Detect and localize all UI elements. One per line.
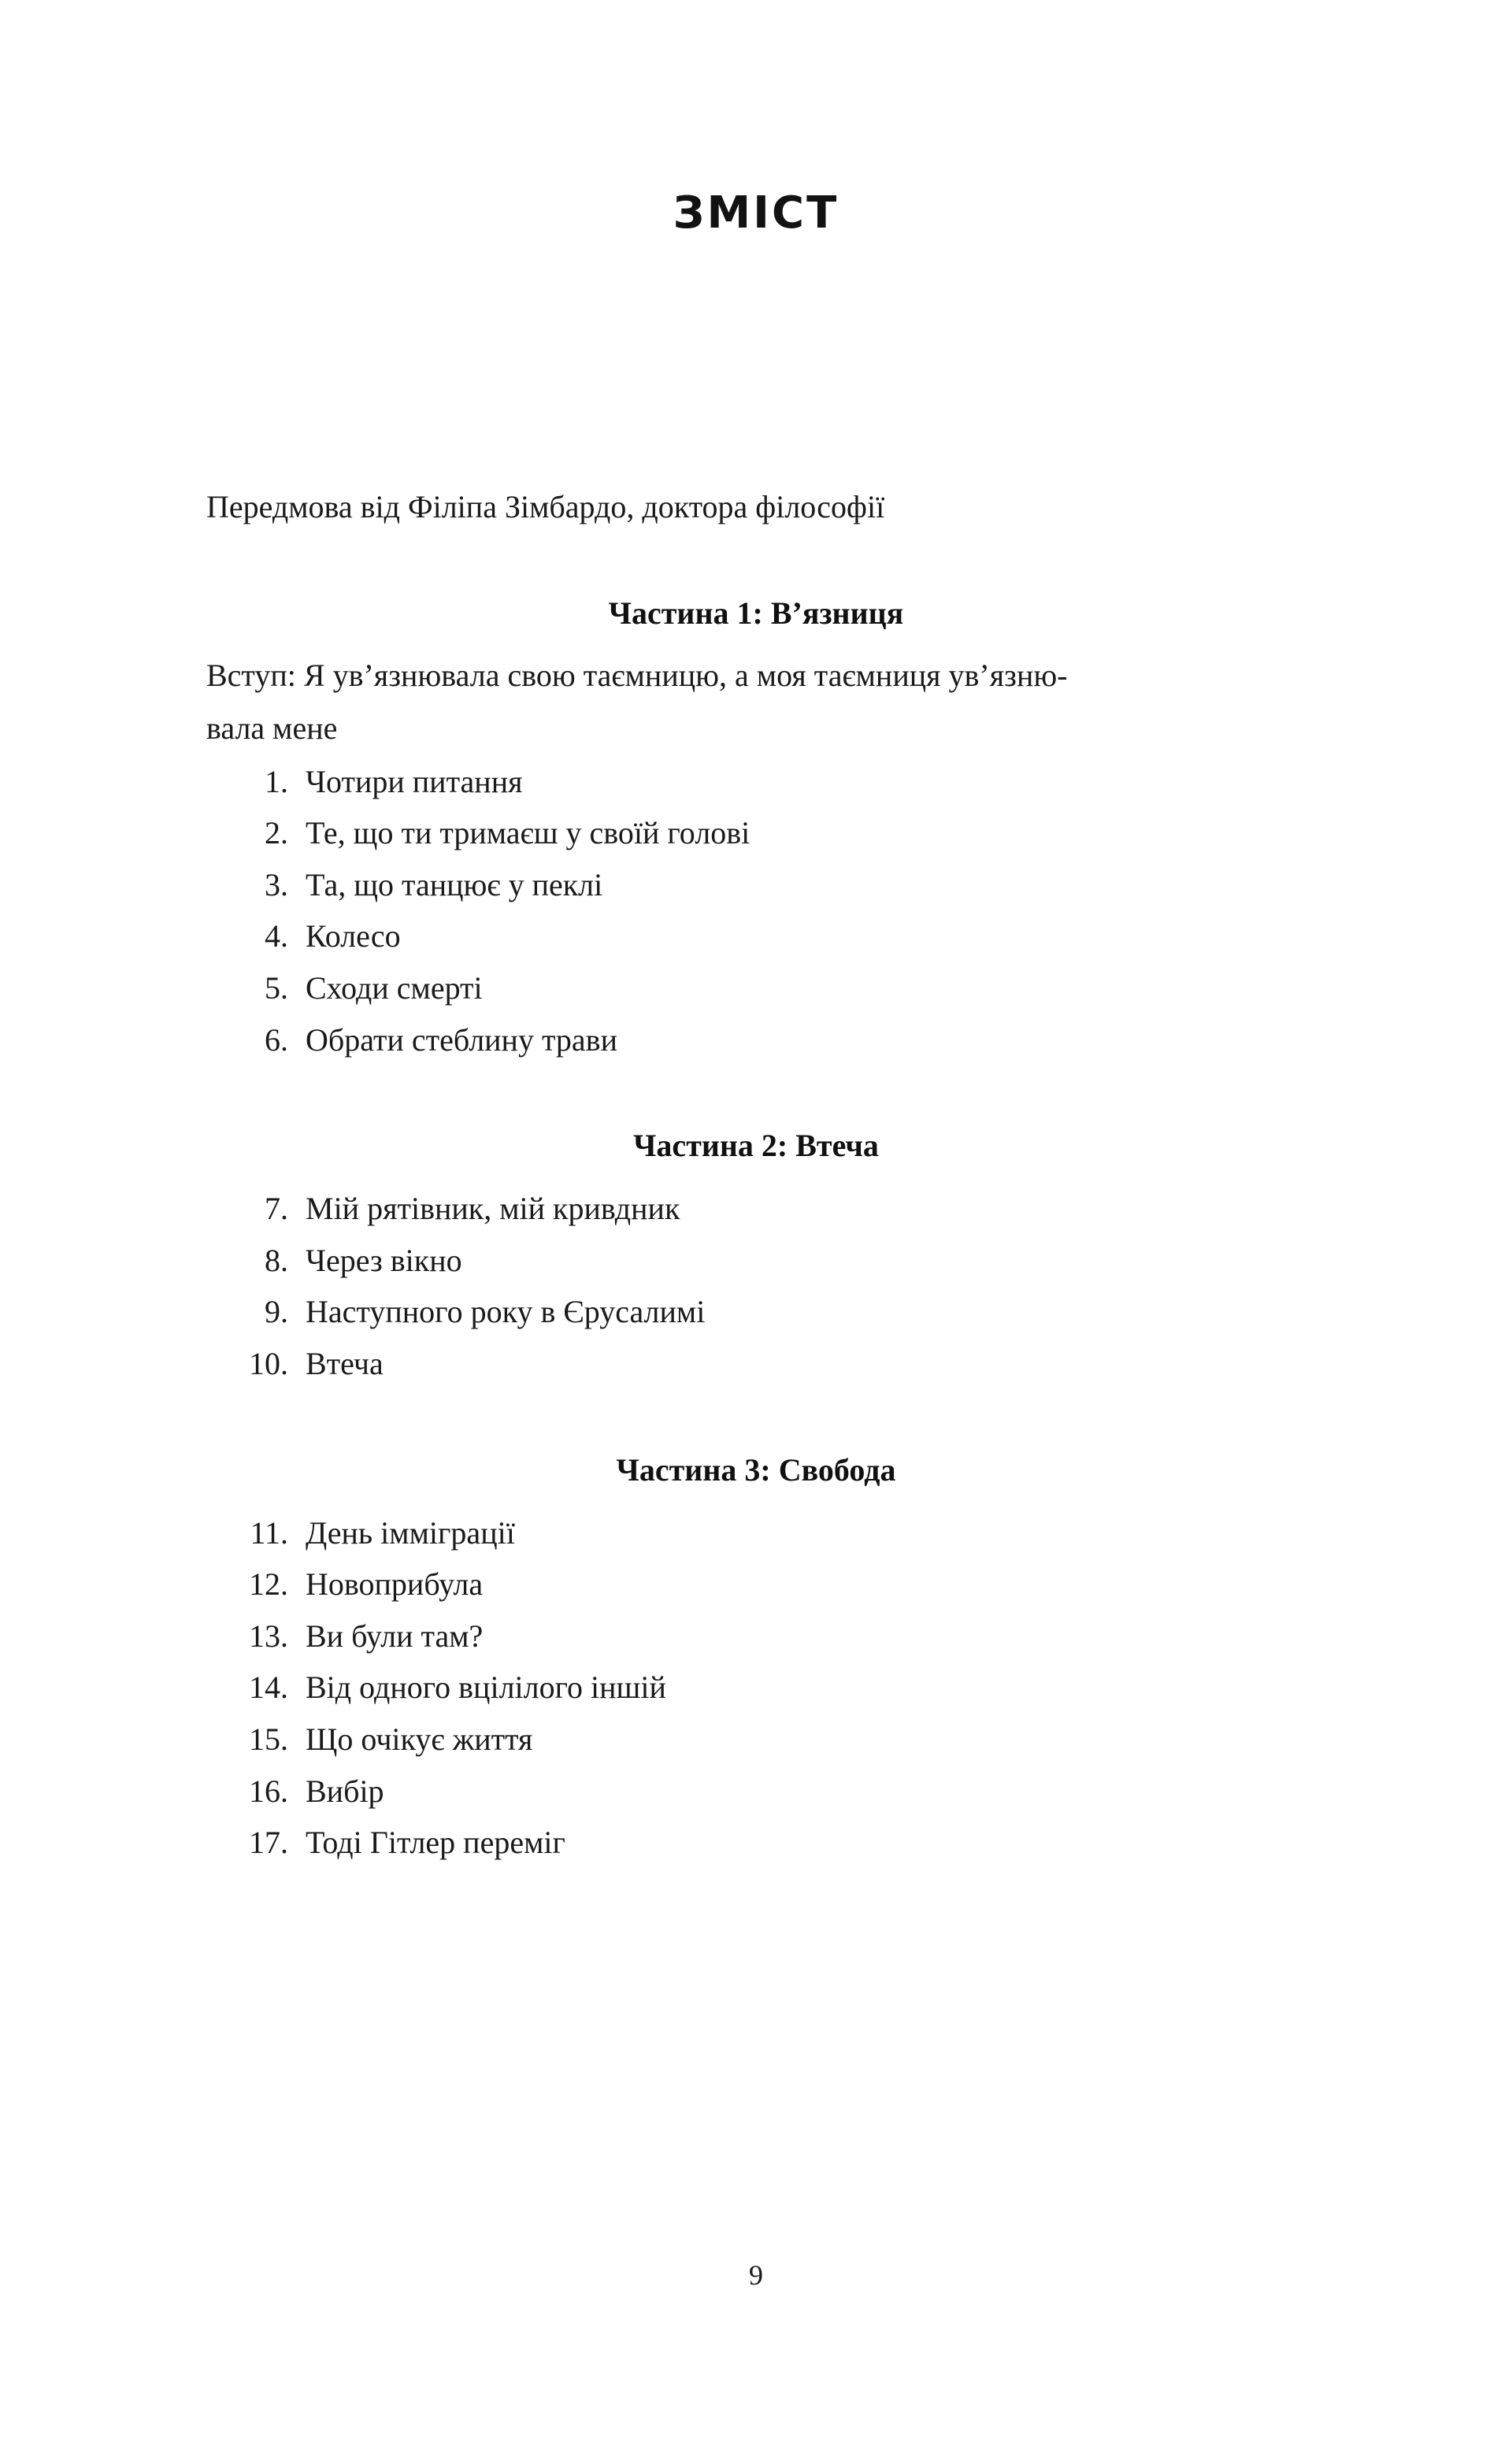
chapter-title: Вибір xyxy=(306,1773,384,1809)
list-item xyxy=(197,1715,1315,1764)
list-item xyxy=(197,1509,1315,1558)
chapter-number: 12. xyxy=(249,1566,288,1603)
chapter-number: 10. xyxy=(249,1345,288,1381)
intro-line-1: Вступ: Я ув’язнювала свою таємницю, а моя таємниця ув’язню- xyxy=(206,658,1068,693)
chapter-title: Чотири питання xyxy=(306,763,523,799)
document-page xyxy=(0,187,1512,2457)
chapter-list-1 xyxy=(197,758,1315,1065)
chapter-number: 2. xyxy=(265,815,288,851)
part-section-1 xyxy=(197,595,1315,1064)
chapter-title: День імміграції xyxy=(306,1514,515,1551)
list-item xyxy=(197,912,1315,961)
intro-line-2: вала мене xyxy=(206,710,338,746)
list-item xyxy=(197,1663,1315,1712)
chapter-list-2 xyxy=(197,1184,1315,1388)
chapter-title: Від одного вцілілого іншій xyxy=(306,1670,666,1706)
chapter-number: 16. xyxy=(249,1773,288,1809)
list-item xyxy=(197,1818,1315,1867)
chapter-title: Колесо xyxy=(306,918,401,954)
chapter-title: Обрати стеблину трави xyxy=(306,1021,617,1058)
toc-content xyxy=(197,187,1315,1867)
chapter-title: Ви були там? xyxy=(306,1618,484,1654)
chapter-number: 13. xyxy=(249,1618,288,1654)
chapter-title: Новоприбула xyxy=(306,1566,484,1603)
list-item xyxy=(197,809,1315,858)
chapter-number: 6. xyxy=(265,1021,288,1058)
list-item xyxy=(197,1612,1315,1661)
chapter-number: 5. xyxy=(265,969,288,1006)
chapter-title: Те, що ти тримаєш у своїй голові xyxy=(306,815,750,851)
foreword-entry: Передмова від Філіпа Зімбардо, доктора філософії xyxy=(206,489,885,524)
chapter-title: Мій рятівник, мій кривдник xyxy=(306,1191,680,1227)
list-item xyxy=(197,1560,1315,1609)
chapter-number: 14. xyxy=(249,1670,288,1706)
chapter-title: Сходи смерті xyxy=(306,969,483,1006)
page-number: 9 xyxy=(749,2259,763,2291)
part-heading-2: Частина 2: Втеча xyxy=(633,1128,879,1164)
chapter-number: 7. xyxy=(265,1191,288,1227)
chapter-title: Через вікно xyxy=(306,1242,462,1278)
chapter-number: 11. xyxy=(250,1514,288,1551)
list-item xyxy=(197,1184,1315,1233)
chapter-title: Що очікує життя xyxy=(306,1721,533,1757)
list-item xyxy=(197,1340,1315,1388)
list-item xyxy=(197,1767,1315,1816)
list-item xyxy=(197,1288,1315,1336)
chapter-number: 15. xyxy=(249,1721,288,1757)
part-heading-3: Частина 3: Свобода xyxy=(616,1451,896,1488)
chapter-list-3 xyxy=(197,1509,1315,1867)
list-item xyxy=(197,1236,1315,1285)
chapter-number: 9. xyxy=(265,1294,288,1330)
part-section-3 xyxy=(197,1451,1315,1867)
chapter-number: 3. xyxy=(265,866,288,902)
list-item xyxy=(197,861,1315,910)
chapter-number: 4. xyxy=(265,918,288,954)
chapter-number: 8. xyxy=(265,1242,288,1278)
chapter-number: 17. xyxy=(249,1825,288,1861)
list-item xyxy=(197,1016,1315,1065)
chapter-title: Та, що танцює у пеклі xyxy=(306,866,603,902)
chapter-title: Втеча xyxy=(306,1345,384,1381)
page-title: ЗМІСТ xyxy=(673,187,839,239)
list-item xyxy=(197,964,1315,1013)
chapter-number: 1. xyxy=(265,763,288,799)
chapter-title: Наступного року в Єрусалимі xyxy=(306,1294,706,1330)
part-heading-1: Частина 1: В’язниця xyxy=(608,595,904,631)
list-item xyxy=(197,758,1315,806)
part-section-2 xyxy=(197,1127,1315,1388)
chapter-title: Тоді Гітлер переміг xyxy=(306,1825,565,1861)
